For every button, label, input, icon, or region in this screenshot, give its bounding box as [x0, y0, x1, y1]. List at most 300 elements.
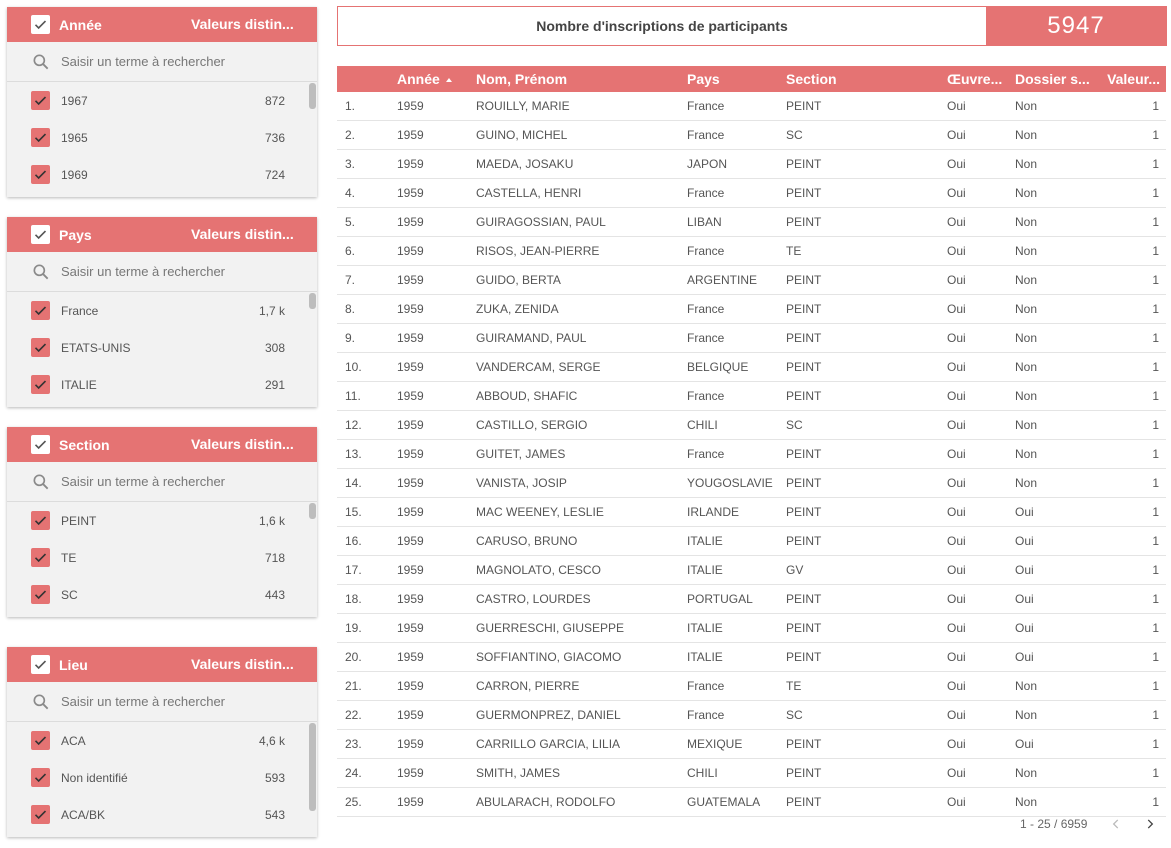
filter-item[interactable] — [7, 156, 317, 193]
chevron-left-icon[interactable] — [1107, 815, 1125, 833]
filter-item-label: Non identifié — [61, 770, 128, 785]
filter-header — [7, 427, 317, 462]
search-icon — [31, 262, 51, 282]
check-icon — [33, 340, 48, 355]
cell-section: PEINT — [786, 795, 822, 809]
row-index: 25. — [345, 795, 362, 809]
cell-nom: MAEDA, JOSAKU — [476, 157, 574, 171]
table-row[interactable] — [337, 498, 1166, 527]
cell-annee: 1959 — [397, 186, 424, 200]
cell-dossier: Non — [1015, 476, 1038, 490]
row-index: 7. — [345, 273, 356, 287]
cell-valeur: 1 — [1152, 563, 1159, 577]
row-index: 17. — [345, 563, 362, 577]
search-input[interactable]: Saisir un terme à rechercher — [61, 694, 226, 709]
cell-pays: France — [687, 128, 725, 142]
cell-section: PEINT — [786, 302, 822, 316]
cell-dossier: Non — [1015, 795, 1038, 809]
cell-annee: 1959 — [397, 418, 424, 432]
cell-annee: 1959 — [397, 215, 424, 229]
item-checkbox[interactable] — [31, 165, 50, 184]
table-row[interactable] — [337, 701, 1166, 730]
cell-nom: GUERMONPREZ, DANIEL — [476, 708, 621, 722]
scrollbar[interactable] — [309, 503, 316, 519]
cell-section: SC — [786, 128, 803, 142]
cell-dossier: Non — [1015, 331, 1038, 345]
cell-oeuvre: Oui — [947, 244, 966, 258]
cell-dossier: Non — [1015, 302, 1038, 316]
search-icon — [31, 52, 51, 72]
filter-panel-annee — [7, 7, 317, 197]
table-row[interactable] — [337, 179, 1166, 208]
filter-item-label: ITALIE — [61, 377, 97, 392]
cell-section: PEINT — [786, 650, 822, 664]
filter-item-label: ACA/BK — [61, 807, 106, 822]
cell-nom: GUINO, MICHEL — [476, 128, 568, 142]
filter-item-label: SC — [61, 587, 78, 602]
row-index: 9. — [345, 331, 356, 345]
cell-oeuvre: Oui — [947, 215, 966, 229]
search-input[interactable]: Saisir un terme à rechercher — [61, 264, 226, 279]
table-row[interactable] — [337, 440, 1166, 469]
row-index: 22. — [345, 708, 362, 722]
cell-oeuvre: Oui — [947, 418, 966, 432]
cell-pays: LIBAN — [687, 215, 722, 229]
filter-search[interactable] — [7, 462, 317, 502]
cell-oeuvre: Oui — [947, 302, 966, 316]
item-checkbox[interactable] — [31, 511, 50, 530]
check-icon — [33, 130, 48, 145]
item-checkbox[interactable] — [31, 585, 50, 604]
cell-section: PEINT — [786, 186, 822, 200]
cell-valeur: 1 — [1152, 592, 1159, 606]
cell-annee: 1959 — [397, 505, 424, 519]
cell-annee: 1959 — [397, 592, 424, 606]
filter-item-count: 593 — [264, 770, 285, 785]
cell-valeur: 1 — [1152, 476, 1159, 490]
item-checkbox[interactable] — [31, 128, 50, 147]
cell-nom: SOFFIANTINO, GIACOMO — [476, 650, 622, 664]
filter-item[interactable] — [7, 82, 317, 119]
table-row[interactable] — [337, 92, 1166, 121]
cell-valeur: 1 — [1152, 505, 1159, 519]
column-header-dossier[interactable]: Dossier s... — [1015, 71, 1090, 87]
cell-annee: 1959 — [397, 708, 424, 722]
cell-valeur: 1 — [1152, 621, 1159, 635]
table-row[interactable] — [337, 150, 1166, 179]
filter-item[interactable] — [7, 796, 317, 833]
filter-item[interactable] — [7, 539, 317, 576]
cell-dossier: Oui — [1015, 650, 1034, 664]
table-row[interactable] — [337, 411, 1166, 440]
cell-dossier: Non — [1015, 708, 1038, 722]
filter-item-count: 4,6 k — [258, 733, 285, 748]
table-body — [337, 92, 1166, 817]
table-row[interactable] — [337, 121, 1166, 150]
cell-valeur: 1 — [1152, 389, 1159, 403]
cell-pays: JAPON — [687, 157, 728, 171]
filter-item[interactable] — [7, 329, 317, 366]
filter-title: Lieu — [59, 656, 88, 673]
item-checkbox[interactable] — [31, 548, 50, 567]
cell-annee: 1959 — [397, 679, 424, 693]
item-checkbox[interactable] — [31, 91, 50, 110]
filter-header — [7, 217, 317, 252]
cell-oeuvre: Oui — [947, 128, 966, 142]
cell-pays: GUATEMALA — [687, 795, 761, 809]
cell-section: GV — [786, 563, 804, 577]
cell-pays: France — [687, 186, 725, 200]
cell-nom: ZUKA, ZENIDA — [476, 302, 559, 316]
table-row[interactable] — [337, 730, 1166, 759]
cell-section: PEINT — [786, 215, 822, 229]
cell-annee: 1959 — [397, 621, 424, 635]
check-icon — [33, 377, 48, 392]
row-index: 2. — [345, 128, 356, 142]
filter-item-count: 736 — [264, 130, 285, 145]
check-icon — [33, 770, 48, 785]
filter-item[interactable] — [7, 366, 317, 403]
cell-section: PEINT — [786, 360, 822, 374]
filter-item-label: 1965 — [61, 130, 88, 145]
filter-item-count: 724 — [264, 167, 285, 182]
table-row[interactable] — [337, 469, 1166, 498]
cell-dossier: Non — [1015, 389, 1038, 403]
cell-dossier: Non — [1015, 244, 1038, 258]
table-row[interactable] — [337, 237, 1166, 266]
select-all-checkbox[interactable] — [31, 15, 50, 34]
kpi-value: 5947 — [986, 7, 1166, 45]
cell-pays: YOUGOSLAVIE — [687, 476, 773, 490]
cell-dossier: Oui — [1015, 563, 1034, 577]
check-icon — [33, 437, 48, 452]
cell-dossier: Non — [1015, 447, 1038, 461]
table-row[interactable] — [337, 208, 1166, 237]
cell-oeuvre: Oui — [947, 766, 966, 780]
cell-oeuvre: Oui — [947, 447, 966, 461]
select-all-checkbox[interactable] — [31, 225, 50, 244]
cell-section: PEINT — [786, 447, 822, 461]
cell-nom: CARRON, PIERRE — [476, 679, 580, 693]
cell-annee: 1959 — [397, 795, 424, 809]
cell-pays: France — [687, 679, 725, 693]
check-icon — [33, 513, 48, 528]
cell-dossier: Oui — [1015, 534, 1034, 548]
check-icon — [33, 657, 48, 672]
table-row[interactable] — [337, 672, 1166, 701]
filter-values-header[interactable]: Valeurs distin... — [191, 656, 294, 672]
item-checkbox[interactable] — [31, 731, 50, 750]
cell-valeur: 1 — [1152, 215, 1159, 229]
filter-item[interactable] — [7, 759, 317, 796]
search-input[interactable]: Saisir un terme à rechercher — [61, 474, 226, 489]
cell-annee: 1959 — [397, 447, 424, 461]
cell-valeur: 1 — [1152, 418, 1159, 432]
filter-header — [7, 647, 317, 682]
table-row[interactable] — [337, 527, 1166, 556]
table-row[interactable] — [337, 614, 1166, 643]
filter-item[interactable] — [7, 119, 317, 156]
row-index: 10. — [345, 360, 362, 374]
chevron-right-icon[interactable] — [1141, 815, 1159, 833]
cell-valeur: 1 — [1152, 360, 1159, 374]
cell-nom: GUIDO, BERTA — [476, 273, 561, 287]
cell-section: PEINT — [786, 476, 822, 490]
cell-dossier: Oui — [1015, 505, 1034, 519]
row-index: 8. — [345, 302, 356, 316]
cell-section: PEINT — [786, 389, 822, 403]
cell-nom: CASTILLO, SERGIO — [476, 418, 588, 432]
filter-header — [7, 7, 317, 42]
cell-valeur: 1 — [1152, 128, 1159, 142]
filter-item-count: 308 — [264, 340, 285, 355]
cell-oeuvre: Oui — [947, 650, 966, 664]
cell-valeur: 1 — [1152, 99, 1159, 113]
cell-dossier: Oui — [1015, 737, 1034, 751]
cell-annee: 1959 — [397, 331, 424, 345]
cell-dossier: Non — [1015, 360, 1038, 374]
cell-annee: 1959 — [397, 360, 424, 374]
table-row[interactable] — [337, 759, 1166, 788]
column-header-nom[interactable]: Nom, Prénom — [476, 71, 568, 87]
filter-panel-pays — [7, 217, 317, 407]
filter-item-label: ACA — [61, 733, 86, 748]
filter-item[interactable] — [7, 722, 317, 759]
cell-dossier: Non — [1015, 766, 1038, 780]
table-row[interactable] — [337, 556, 1166, 585]
scrollbar[interactable] — [309, 723, 316, 811]
filter-search[interactable] — [7, 252, 317, 292]
cell-section: PEINT — [786, 766, 822, 780]
select-all-checkbox[interactable] — [31, 435, 50, 454]
filter-item-count: 291 — [264, 377, 285, 392]
filter-values-header[interactable]: Valeurs distin... — [191, 436, 294, 452]
item-checkbox[interactable] — [31, 338, 50, 357]
check-icon — [33, 93, 48, 108]
cell-nom: ABBOUD, SHAFIC — [476, 389, 578, 403]
cell-nom: ROUILLY, MARIE — [476, 99, 570, 113]
cell-pays: ITALIE — [687, 621, 723, 635]
cell-dossier: Non — [1015, 273, 1038, 287]
filter-item-label: TE — [61, 550, 77, 565]
cell-section: PEINT — [786, 737, 822, 751]
cell-valeur: 1 — [1152, 766, 1159, 780]
cell-nom: RISOS, JEAN-PIERRE — [476, 244, 600, 258]
row-index: 16. — [345, 534, 362, 548]
row-index: 21. — [345, 679, 362, 693]
cell-annee: 1959 — [397, 534, 424, 548]
cell-dossier: Oui — [1015, 592, 1034, 606]
column-header-label: Année — [397, 71, 440, 87]
cell-nom: CARUSO, BRUNO — [476, 534, 578, 548]
cell-valeur: 1 — [1152, 650, 1159, 664]
row-index: 14. — [345, 476, 362, 490]
filter-item-label: 1969 — [61, 167, 88, 182]
cell-annee: 1959 — [397, 650, 424, 664]
table-row[interactable] — [337, 585, 1166, 614]
filter-panel-lieu — [7, 647, 317, 837]
row-index: 5. — [345, 215, 356, 229]
cell-valeur: 1 — [1152, 186, 1159, 200]
cell-section: PEINT — [786, 273, 822, 287]
cell-dossier: Non — [1015, 679, 1038, 693]
check-icon — [33, 733, 48, 748]
cell-oeuvre: Oui — [947, 592, 966, 606]
item-checkbox[interactable] — [31, 301, 50, 320]
search-icon — [31, 472, 51, 492]
cell-section: SC — [786, 418, 803, 432]
cell-valeur: 1 — [1152, 244, 1159, 258]
cell-oeuvre: Oui — [947, 563, 966, 577]
cell-oeuvre: Oui — [947, 476, 966, 490]
pagination-label: 1 - 25 / 6959 — [1020, 817, 1088, 831]
column-header-section[interactable]: Section — [786, 71, 837, 87]
cell-nom: GUIRAMAND, PAUL — [476, 331, 587, 345]
cell-section: PEINT — [786, 534, 822, 548]
check-icon — [33, 807, 48, 822]
cell-pays: CHILI — [687, 766, 718, 780]
filter-item[interactable] — [7, 502, 317, 539]
table-row[interactable] — [337, 295, 1166, 324]
cell-oeuvre: Oui — [947, 534, 966, 548]
cell-pays: MEXIQUE — [687, 737, 743, 751]
filter-title: Pays — [59, 226, 92, 243]
cell-section: TE — [786, 679, 802, 693]
kpi-label: Nombre d'inscriptions de participants — [536, 18, 788, 34]
cell-section: TE — [786, 244, 802, 258]
filter-item-label: 1967 — [61, 93, 88, 108]
cell-oeuvre: Oui — [947, 795, 966, 809]
row-index: 19. — [345, 621, 362, 635]
search-input[interactable]: Saisir un terme à rechercher — [61, 54, 226, 69]
cell-oeuvre: Oui — [947, 360, 966, 374]
scrollbar[interactable] — [309, 83, 316, 109]
cell-oeuvre: Oui — [947, 99, 966, 113]
scrollbar[interactable] — [309, 293, 316, 309]
cell-nom: GUERRESCHI, GIUSEPPE — [476, 621, 625, 635]
pagination — [1020, 815, 1159, 833]
cell-nom: GUIRAGOSSIAN, PAUL — [476, 215, 606, 229]
filter-item-count: 872 — [264, 93, 285, 108]
row-index: 20. — [345, 650, 362, 664]
filter-search[interactable] — [7, 682, 317, 722]
cell-valeur: 1 — [1152, 331, 1159, 345]
check-icon — [33, 17, 48, 32]
cell-valeur: 1 — [1152, 447, 1159, 461]
cell-nom: GUITET, JAMES — [476, 447, 566, 461]
cell-nom: SMITH, JAMES — [476, 766, 561, 780]
column-header-valeur[interactable]: Valeur... — [1107, 71, 1160, 87]
filter-item-count: 1,6 k — [258, 513, 285, 528]
cell-section: SC — [786, 708, 803, 722]
table-row[interactable] — [337, 788, 1166, 817]
cell-oeuvre: Oui — [947, 331, 966, 345]
cell-dossier: Non — [1015, 157, 1038, 171]
cell-valeur: 1 — [1152, 273, 1159, 287]
kpi-scorecard — [337, 6, 1167, 46]
cell-pays: IRLANDE — [687, 505, 740, 519]
filter-item-count: 543 — [264, 807, 285, 822]
filter-item-label: ETATS-UNIS — [61, 340, 131, 355]
cell-annee: 1959 — [397, 766, 424, 780]
table-row[interactable] — [337, 643, 1166, 672]
item-checkbox[interactable] — [31, 375, 50, 394]
cell-pays: France — [687, 447, 725, 461]
filter-item-count: 718 — [264, 550, 285, 565]
filter-item[interactable] — [7, 292, 317, 329]
cell-annee: 1959 — [397, 476, 424, 490]
cell-pays: France — [687, 302, 725, 316]
filter-item[interactable] — [7, 576, 317, 613]
filter-item-label: France — [61, 303, 99, 318]
cell-nom: ABULARACH, RODOLFO — [476, 795, 616, 809]
cell-oeuvre: Oui — [947, 157, 966, 171]
cell-valeur: 1 — [1152, 795, 1159, 809]
cell-nom: CASTELLA, HENRI — [476, 186, 582, 200]
filter-values-header[interactable]: Valeurs distin... — [191, 226, 294, 242]
filter-title: Année — [59, 16, 102, 33]
table-row[interactable] — [337, 382, 1166, 411]
cell-pays: France — [687, 389, 725, 403]
search-icon — [31, 692, 51, 712]
filter-item-count: 1,7 k — [258, 303, 285, 318]
column-header-oeuvre[interactable]: Œuvre... — [947, 71, 1003, 87]
column-header-annee[interactable] — [397, 66, 452, 92]
cell-pays: BELGIQUE — [687, 360, 749, 374]
cell-valeur: 1 — [1152, 157, 1159, 171]
cell-dossier: Non — [1015, 215, 1038, 229]
cell-oeuvre: Oui — [947, 273, 966, 287]
row-index: 1. — [345, 99, 356, 113]
cell-pays: ITALIE — [687, 563, 723, 577]
item-checkbox[interactable] — [31, 768, 50, 787]
row-index: 13. — [345, 447, 362, 461]
cell-oeuvre: Oui — [947, 708, 966, 722]
check-icon — [33, 303, 48, 318]
filter-values-header[interactable]: Valeurs distin... — [191, 16, 294, 32]
cell-nom: CASTRO, LOURDES — [476, 592, 591, 606]
row-index: 15. — [345, 505, 362, 519]
cell-dossier: Non — [1015, 128, 1038, 142]
table-row[interactable] — [337, 324, 1166, 353]
cell-dossier: Non — [1015, 99, 1038, 113]
table-row[interactable] — [337, 266, 1166, 295]
row-index: 12. — [345, 418, 362, 432]
row-index: 18. — [345, 592, 362, 606]
cell-annee: 1959 — [397, 273, 424, 287]
cell-dossier: Oui — [1015, 621, 1034, 635]
cell-section: PEINT — [786, 157, 822, 171]
cell-valeur: 1 — [1152, 679, 1159, 693]
cell-oeuvre: Oui — [947, 186, 966, 200]
cell-pays: France — [687, 331, 725, 345]
cell-annee: 1959 — [397, 563, 424, 577]
row-index: 11. — [345, 389, 361, 403]
cell-valeur: 1 — [1152, 534, 1159, 548]
cell-annee: 1959 — [397, 157, 424, 171]
select-all-checkbox[interactable] — [31, 655, 50, 674]
item-checkbox[interactable] — [31, 805, 50, 824]
filter-search[interactable] — [7, 42, 317, 82]
cell-pays: France — [687, 708, 725, 722]
cell-annee: 1959 — [397, 389, 424, 403]
cell-oeuvre: Oui — [947, 737, 966, 751]
cell-nom: MAGNOLATO, CESCO — [476, 563, 601, 577]
column-header-pays[interactable]: Pays — [687, 71, 720, 87]
sort-ascending-icon — [446, 78, 452, 82]
table-row[interactable] — [337, 353, 1166, 382]
cell-pays: France — [687, 99, 725, 113]
